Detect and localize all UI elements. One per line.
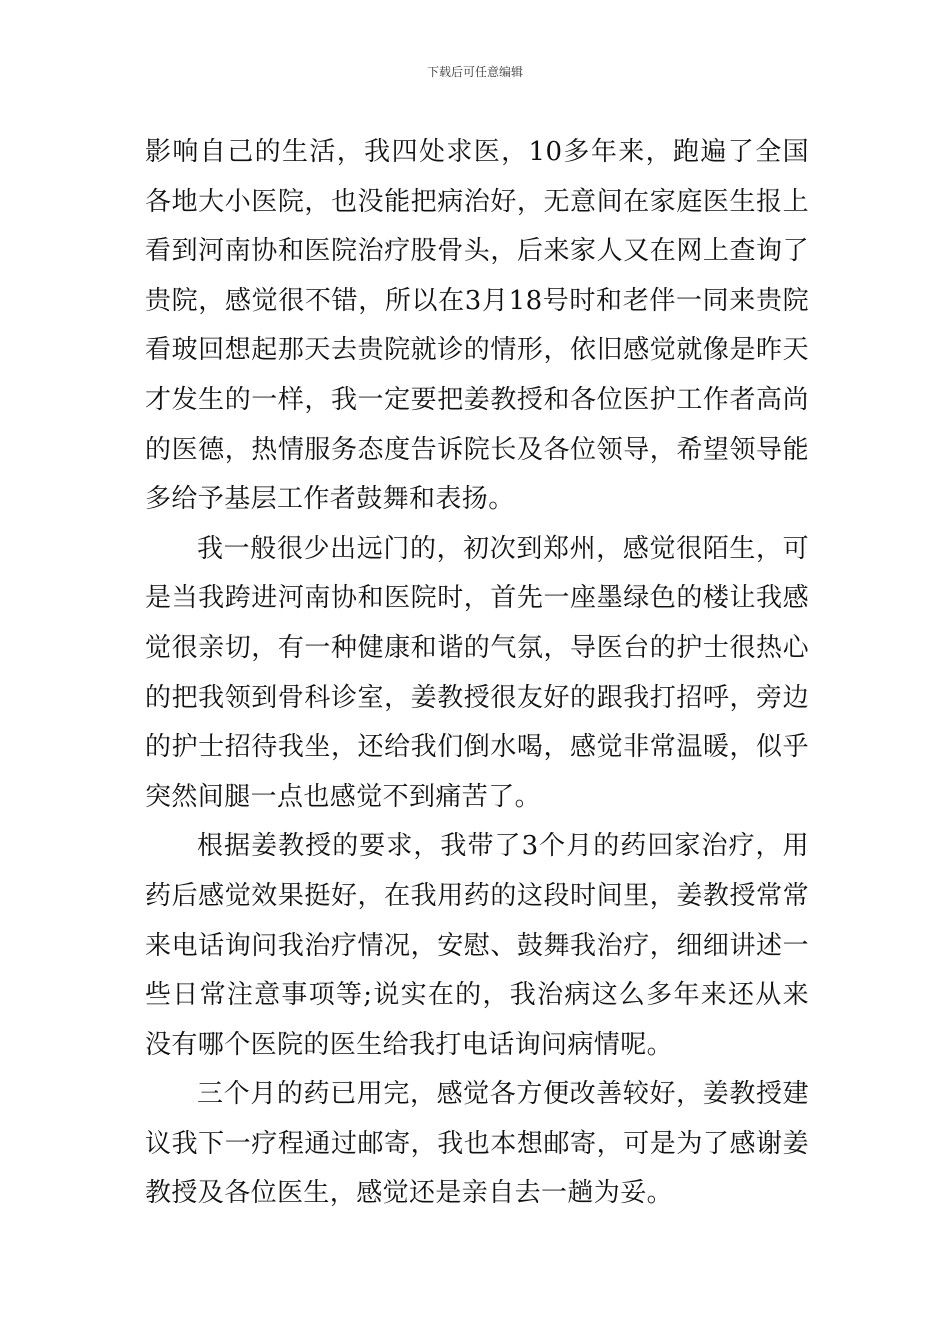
document-body [145, 128, 809, 1219]
page-header: 下载后可任意编辑 [426, 65, 523, 79]
paragraph-1: 影响自己的生活，我四处求医，10多年来，跑遍了全国各地大小医院，也没能把病治好，无意间在家庭医生报上看到河南协和医院治疗股骨头，后来家人又在网上查询了贵院，感觉很不错，所以在3月18号时和老伴一同来贵院看玻回想起那天去贵院就诊的情形，依旧感觉就像是昨天才发生的一样，我一定要把姜教授和各位医护工作者高尚的医德，热情服务态度告诉院长及各位领导，希望领导能多给予基层工作者鼓舞和表扬。 [145, 137, 809, 515]
paragraph-2: 我一般很少出远门的，初次到郑州，感觉很陌生，可是当我跨进河南协和医院时，首先一座墨绿色的楼让我感觉很亲切，有一种健康和谐的气氛，导医台的护士很热心的把我领到骨科诊室，姜教授很友好的跟我打招呼，旁边的护士招待我坐，还给我们倒水喝，感觉非常温暖，似乎突然间腿一点也感觉不到痛苦了。 [145, 533, 809, 812]
paragraph-3: 根据姜教授的要求，我带了3个月的药回家治疗，用药后感觉效果挺好，在我用药的这段时间里，姜教授常常来电话询问我治疗情况，安慰、鼓舞我治疗，细细讲述一些日常注意事项等;说实在的，我治病这么多年来还从来没有哪个医院的医生给我打电话询问病情呢。 [145, 831, 809, 1060]
paragraph-4: 三个月的药已用完，感觉各方便改善较好，姜教授建议我下一疗程通过邮寄，我也本想邮寄，可是为了感谢姜教授及各位医生，感觉还是亲自去一趟为妥。 [145, 1079, 809, 1209]
